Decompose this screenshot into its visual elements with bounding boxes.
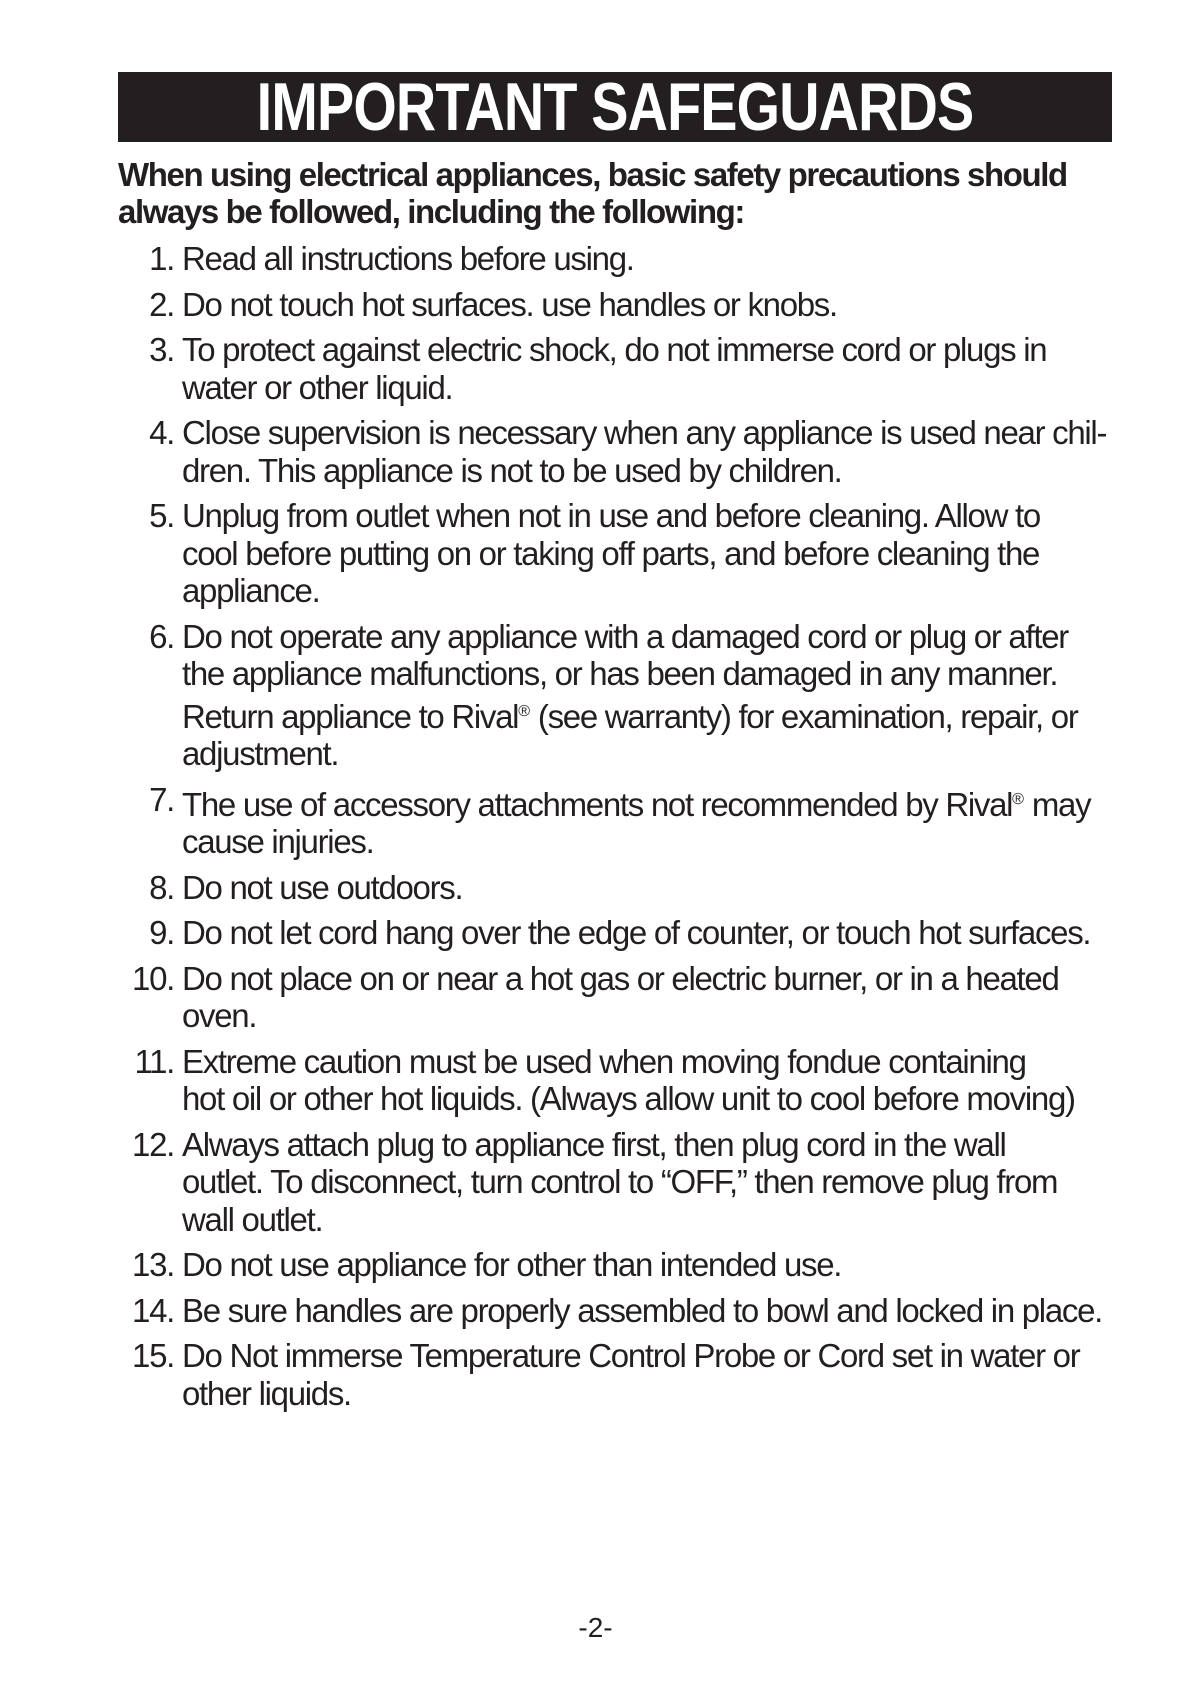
item-number: 15. <box>132 1337 174 1374</box>
safeguard-list <box>118 240 1112 1412</box>
safeguards-page <box>118 69 1112 1420</box>
list-item <box>118 1246 1112 1284</box>
item-text: Do not touch hot surfaces. use handles or knobs. <box>182 285 837 323</box>
list-item <box>118 286 1112 324</box>
intro-paragraph: When using electrical appliances, basic safety precautions should always be followed, including the following: <box>118 156 1067 230</box>
page-title: IMPORTANT SAFEGUARDS <box>256 69 974 145</box>
list-item <box>118 914 1112 952</box>
list-item <box>118 1043 1112 1118</box>
item-number: 1. <box>149 240 174 277</box>
title-banner <box>118 69 1112 145</box>
item-number: 2. <box>149 285 174 323</box>
list-item <box>118 497 1112 610</box>
list-item <box>118 618 1112 773</box>
item-text: Be sure handles are properly assembled to bowl and locked in place. <box>182 1291 1102 1329</box>
item-number: 6. <box>149 617 174 655</box>
list-item <box>118 869 1112 907</box>
item-number: 12. <box>132 1125 174 1163</box>
item-number: 14. <box>132 1291 174 1329</box>
list-item <box>118 331 1112 406</box>
item-text: The use of accessory attachments not recommended by Rival® may cause injuries. <box>182 785 1091 860</box>
item-text: Do not use appliance for other than intended use. <box>182 1246 842 1283</box>
item-number: 7. <box>149 780 174 818</box>
item-text: Read all instructions before using. <box>182 240 634 277</box>
list-item <box>118 240 1112 278</box>
item-text: Always attach plug to appliance first, then plug cord in the wall outlet. To disconnect, turn control to “OFF,” then remove plug from wall outlet. <box>182 1125 1058 1238</box>
item-text: Do not let cord hang over the edge of counter, or touch hot surfaces. <box>182 914 1091 951</box>
item-text: Close supervision is necessary when any appliance is used near chil- dren. This appliance is not to be used by children. <box>182 414 1107 489</box>
page-number: -2- <box>578 1612 613 1643</box>
item-number: 3. <box>149 331 174 368</box>
item-text: Unplug from outlet when not in use and before cleaning. Allow to cool before putting on or taking off parts, and before cleaning the appliance. <box>182 497 1040 609</box>
item-number: 9. <box>149 914 174 951</box>
item-text: Do not operate any appliance with a damaged cord or plug or after the appliance malfunctions, or has been damaged in any manner. Return appliance to Rival® (see warranty) for examination, repair, or adjustment. <box>182 617 1078 772</box>
item-number: 10. <box>132 959 174 997</box>
item-text: To protect against electric shock, do not immerse cord or plugs in water or other liquid. <box>182 331 1047 406</box>
list-item <box>118 1126 1112 1239</box>
item-text: Do not use outdoors. <box>182 868 463 906</box>
item-number: 11. <box>134 1042 174 1080</box>
list-item <box>118 1337 1112 1412</box>
item-number: 5. <box>149 497 174 534</box>
list-item <box>118 781 1112 861</box>
item-number: 8. <box>149 868 174 906</box>
item-text: Extreme caution must be used when moving fondue containing hot oil or other hot liquids. (Always allow unit to cool before moving) <box>182 1042 1075 1117</box>
item-number: 13. <box>132 1246 174 1283</box>
list-item <box>118 960 1112 1035</box>
list-item <box>118 1292 1112 1330</box>
item-number: 4. <box>149 414 174 451</box>
list-item <box>118 414 1112 489</box>
item-text: Do Not immerse Temperature Control Probe or Cord set in water or other liquids. <box>182 1337 1080 1412</box>
item-text: Do not place on or near a hot gas or electric burner, or in a heated oven. <box>182 959 1059 1034</box>
